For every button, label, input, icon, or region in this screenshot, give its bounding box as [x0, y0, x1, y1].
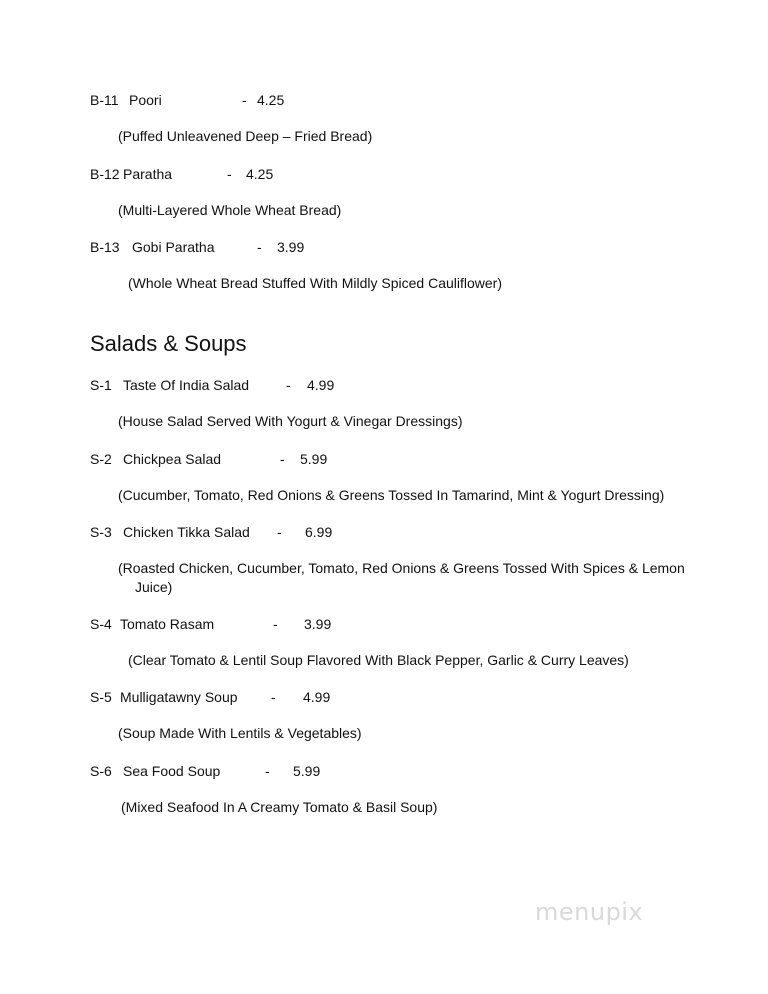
item-description-line1: (Roasted Chicken, Cucumber, Tomato, Red Onions & Greens Tossed With Spices & Lemon [118, 560, 685, 576]
item-code: S-6 [90, 763, 112, 779]
item-price: 6.99 [305, 524, 333, 540]
item-name: Poori [129, 92, 162, 108]
item-code: B-12 [90, 166, 120, 182]
item-separator: - [265, 763, 270, 779]
item-description-line2: Juice) [135, 579, 173, 595]
watermark-logo: menupix [535, 898, 644, 926]
menu-item-b11 [90, 91, 119, 109]
item-name: Taste Of India Salad [123, 377, 250, 393]
item-description: (Puffed Unleavened Deep – Fried Bread) [118, 128, 373, 144]
item-name: Gobi Paratha [132, 239, 215, 255]
item-code: B-11 [90, 92, 119, 108]
item-price: 5.99 [300, 451, 328, 467]
item-code: S-4 [90, 616, 112, 632]
item-name: Chickpea Salad [123, 451, 222, 467]
item-name: Mulligatawny Soup [120, 689, 238, 705]
item-price: 4.25 [246, 166, 274, 182]
item-price: 4.99 [303, 689, 331, 705]
item-description: (Whole Wheat Bread Stuffed With Mildly Spiced Cauliflower) [128, 275, 503, 291]
item-separator: - [273, 616, 278, 632]
item-separator: - [280, 451, 285, 467]
item-separator: - [242, 92, 247, 108]
item-description: (Soup Made With Lentils & Vegetables) [118, 725, 362, 741]
item-price: 4.25 [257, 92, 285, 108]
item-code: B-13 [90, 239, 120, 255]
item-price: 5.99 [293, 763, 321, 779]
item-price: 3.99 [277, 239, 305, 255]
item-name: Chicken Tikka Salad [123, 524, 250, 540]
item-code: S-1 [90, 377, 112, 393]
item-separator: - [257, 239, 262, 255]
item-description: (Mixed Seafood In A Creamy Tomato & Basil Soup) [121, 799, 438, 815]
item-separator: - [271, 689, 276, 705]
item-name: Paratha [123, 166, 173, 182]
item-description: (Cucumber, Tomato, Red Onions & Greens Tossed In Tamarind, Mint & Yogurt Dressing) [118, 487, 665, 503]
item-description: (Multi-Layered Whole Wheat Bread) [118, 202, 342, 218]
item-price: 4.99 [307, 377, 335, 393]
item-code: S-3 [90, 524, 112, 540]
item-name: Tomato Rasam [120, 616, 215, 632]
item-separator: - [277, 524, 282, 540]
item-price: 3.99 [304, 616, 332, 632]
item-description: (House Salad Served With Yogurt & Vinegar Dressings) [118, 413, 463, 429]
item-separator: - [286, 377, 291, 393]
item-separator: - [227, 166, 232, 182]
section-title: Salads & Soups [90, 331, 247, 356]
item-name: Sea Food Soup [123, 763, 221, 779]
item-description: (Clear Tomato & Lentil Soup Flavored With Black Pepper, Garlic & Curry Leaves) [128, 652, 629, 668]
item-code: S-2 [90, 451, 112, 467]
item-code: S-5 [90, 689, 112, 705]
